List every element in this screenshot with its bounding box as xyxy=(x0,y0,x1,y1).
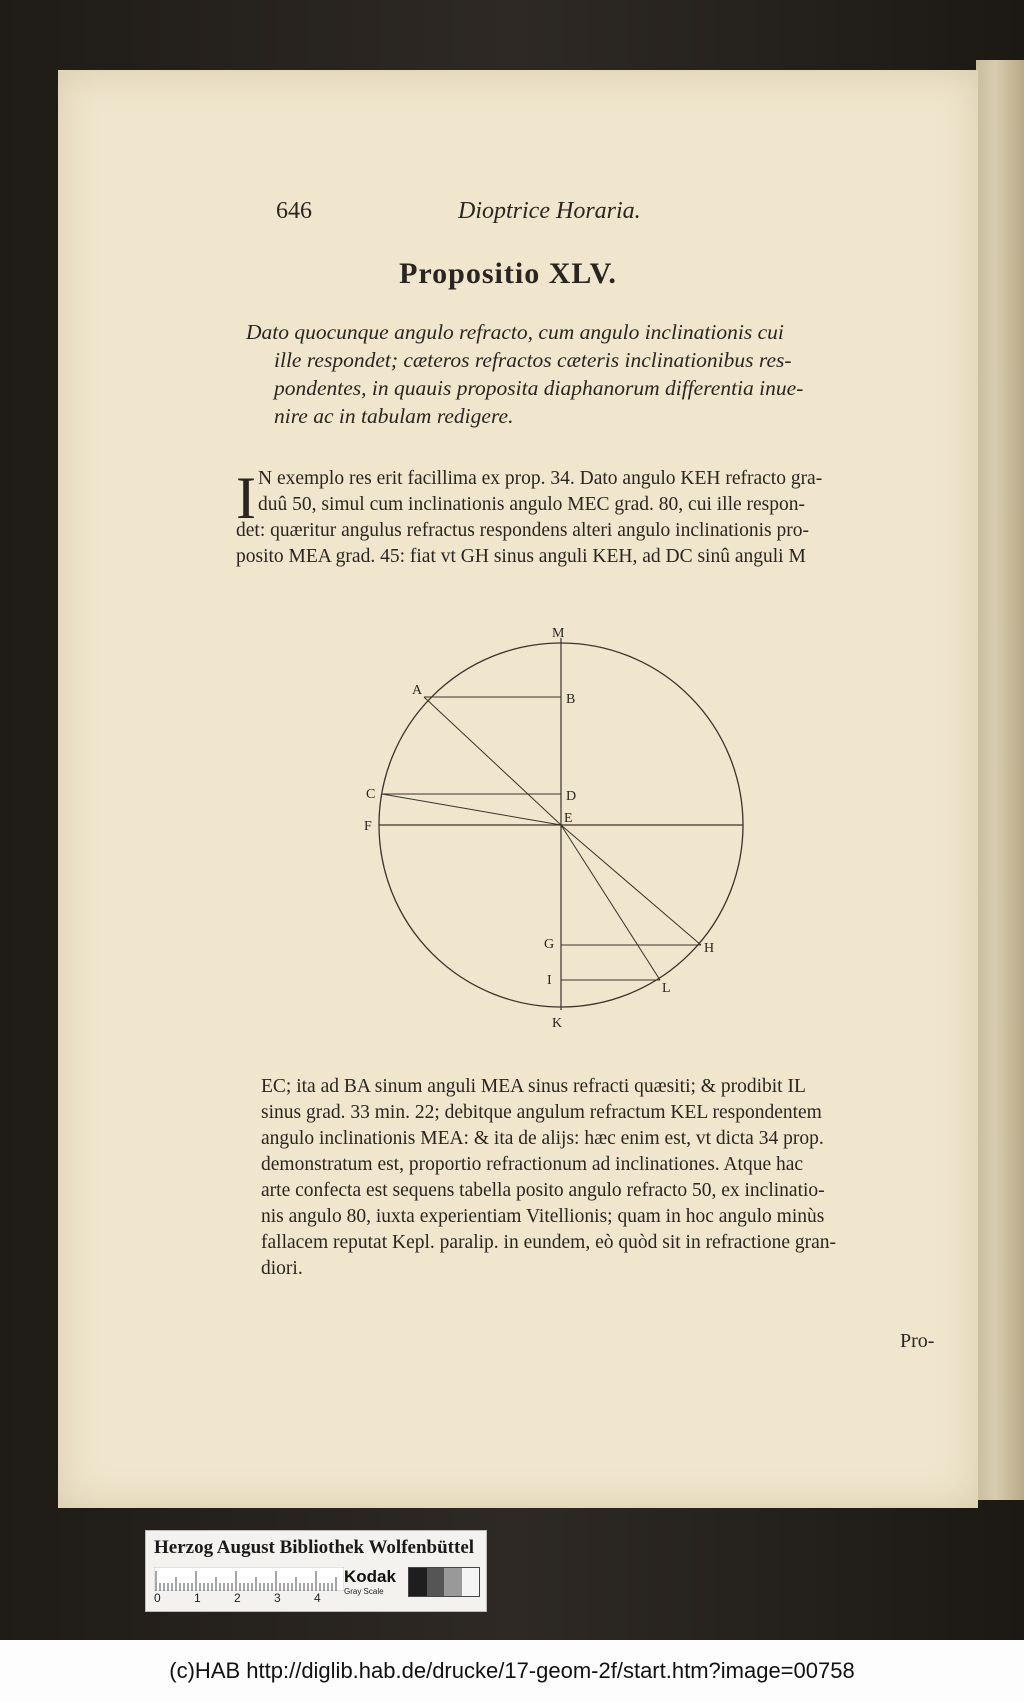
label-I: I xyxy=(547,973,552,988)
label-D: D xyxy=(566,789,577,804)
text-line: nis angulo 80, iuxta experientiam Vitellionis; quam in hoc angulo minùs xyxy=(261,1206,825,1227)
gray-patch xyxy=(427,1568,445,1596)
facing-page-edge xyxy=(976,60,1024,1500)
text-line: angulo inclinationis MEA: & ita de alijs: hæc enim est, vt dicta 34 prop. xyxy=(261,1128,824,1149)
label-A: A xyxy=(412,683,423,698)
gray-patch xyxy=(444,1568,462,1596)
ruler-number: 4 xyxy=(314,1591,321,1605)
ruler-number: 0 xyxy=(154,1591,161,1605)
label-B: B xyxy=(566,692,576,707)
copyright-caption: (c)HAB http://diglib.hab.de/drucke/17-geom-2f/start.htm?image=00758 xyxy=(0,1640,1024,1702)
text-line: det: quæritur angulus refractus respondens alteri angulo inclinationis pro- xyxy=(236,520,809,541)
label-M: M xyxy=(552,626,565,641)
running-title: Dioptrice Horaria. xyxy=(458,198,641,224)
enunciation-line: nire ac in tabulam redigere. xyxy=(274,404,514,428)
text-line: sinus grad. 33 min. 22; debitque angulum refractum KEL respondentem xyxy=(261,1102,822,1123)
ruler-numbers xyxy=(154,1591,354,1607)
text-line: posito MEA grad. 45: fiat vt GH sinus anguli KEH, ad DC sinû anguli M xyxy=(236,546,806,567)
label-K: K xyxy=(552,1016,563,1031)
text-line: N exemplo res erit facillima ex prop. 34. Dato angulo KEH refracto gra- xyxy=(258,468,823,489)
ruler-number: 3 xyxy=(274,1591,281,1605)
text-line: EC; ita ad BA sinum anguli MEA sinus refracti quæsiti; & prodibit IL xyxy=(261,1076,806,1097)
geometric-figure xyxy=(358,570,778,1040)
gray-scale-label: Gray Scale xyxy=(344,1587,384,1596)
text-line: demonstratum est, proportio refractionum ad inclinationes. Atque hac xyxy=(261,1154,804,1175)
gray-patch xyxy=(462,1568,480,1596)
gray-patch xyxy=(409,1568,427,1596)
gray-patches xyxy=(408,1567,480,1597)
text-line: fallacem reputat Kepl. paralip. in eundem, eò quòd sit in refractione gran- xyxy=(261,1232,837,1253)
enunciation-line: ille respondet; cæteros refractos cæteris inclinationibus res- xyxy=(274,348,792,372)
label-E: E xyxy=(564,811,573,826)
label-F: F xyxy=(364,819,372,834)
label-L: L xyxy=(662,981,671,996)
running-head xyxy=(58,198,978,238)
text-line: diori. xyxy=(261,1258,303,1279)
catchword: Pro- xyxy=(900,1330,935,1352)
label-G: G xyxy=(544,937,555,952)
text-line: duû 50, simul cum inclinationis angulo MEC grad. 80, cui ille respon- xyxy=(258,494,806,515)
line-CE xyxy=(382,794,561,825)
book-page xyxy=(58,70,978,1508)
ruler-number: 2 xyxy=(234,1591,241,1605)
drop-cap: I xyxy=(236,465,256,531)
proposition-title: Propositio XLV. xyxy=(399,257,617,290)
enunciation-line: Dato quocunque angulo refracto, cum angulo inclinationis cui xyxy=(246,320,784,344)
library-name: Herzog August Bibliothek Wolfenbüttel xyxy=(154,1537,475,1558)
line-AE xyxy=(424,697,561,825)
enunciation-line: pondentes, in quauis proposita diaphanorum differentia inue- xyxy=(274,376,804,400)
library-card xyxy=(145,1530,487,1612)
label-H: H xyxy=(704,941,715,956)
ruler-number: 1 xyxy=(194,1591,201,1605)
page-number: 646 xyxy=(276,198,312,224)
text-line: arte confecta est sequens tabella posito angulo refracto 50, ex inclinatio- xyxy=(261,1180,825,1201)
label-C: C xyxy=(366,787,376,802)
line-EH xyxy=(561,825,701,945)
kodak-brand: Kodak xyxy=(344,1567,396,1586)
scale-ruler xyxy=(154,1567,344,1591)
line-EL xyxy=(561,825,660,980)
